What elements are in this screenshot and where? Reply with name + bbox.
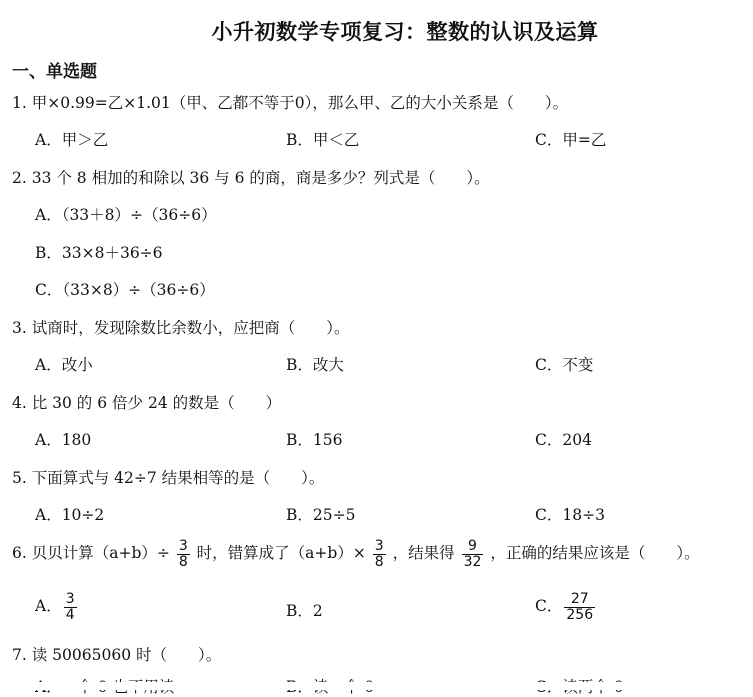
q1-option-a[interactable]: A．甲＞乙 — [35, 131, 109, 149]
page-crop-edge — [0, 682, 753, 690]
question-number: 1. — [12, 94, 27, 112]
q1-option-b[interactable]: B．甲＜乙 — [286, 131, 360, 149]
question-6 — [12, 539, 700, 569]
fraction — [564, 592, 595, 622]
fraction-numerator: 3 — [178, 538, 188, 554]
q3-option-b[interactable]: B．改大 — [286, 356, 344, 374]
q5-option-b[interactable]: B．25÷5 — [286, 506, 356, 524]
q4-option-b[interactable]: B．156 — [286, 431, 343, 449]
q5-option-c[interactable]: C．18÷3 — [535, 506, 605, 524]
option-label: B．2 — [286, 602, 323, 620]
question-number: 4. — [12, 394, 27, 412]
question-number: 7. — [12, 646, 27, 664]
question-text-part: 时，错算成了（a+b）× — [196, 544, 366, 563]
fraction-numerator: 3 — [65, 591, 75, 607]
question-text: 甲×0.99=乙×1.01（甲、乙都不等于0），那么甲、乙的大小关系是（ ）。 — [31, 94, 569, 112]
option-label: C． — [535, 597, 563, 616]
q1-option-c[interactable]: C．甲=乙 — [535, 131, 607, 149]
q6-option-b[interactable] — [286, 599, 323, 621]
question-7 — [12, 643, 221, 665]
fraction-denominator: 256 — [566, 606, 594, 623]
q2-option-b[interactable]: B．33×8＋36÷6 — [35, 244, 163, 262]
q5-option-a[interactable]: A．10÷2 — [35, 506, 105, 524]
q6-option-a[interactable] — [35, 592, 79, 622]
option-label: A． — [35, 597, 62, 616]
fraction-numerator: 27 — [564, 592, 595, 608]
q4-option-c[interactable]: C．204 — [535, 431, 592, 449]
question-5 — [12, 466, 324, 488]
fraction-denominator: 8 — [178, 553, 188, 570]
page-title: 小升初数学专项复习：整数的认识及运算 — [211, 20, 599, 44]
q3-option-a[interactable]: A．改小 — [35, 356, 93, 374]
question-1 — [12, 91, 568, 113]
question-text-part: ，结果得 — [392, 544, 455, 563]
q6-option-c[interactable] — [535, 592, 597, 622]
question-4 — [12, 391, 281, 413]
fraction-numerator: 3 — [374, 538, 384, 554]
question-number: 5. — [12, 469, 27, 487]
question-text-part: ，正确的结果应该是（ ）。 — [490, 544, 700, 563]
question-number: 2. — [12, 169, 27, 187]
question-number: 3. — [12, 319, 27, 337]
question-text: 33 个 8 相加的和除以 36 与 6 的商，商是多少？列式是（ ）。 — [31, 169, 490, 187]
fraction — [462, 539, 484, 569]
q2-option-c[interactable]: C．（33×8）÷（36÷6） — [35, 281, 215, 299]
question-text: 比 30 的 6 倍少 24 的数是（ ） — [31, 394, 282, 412]
question-text: 试商时，发现除数比余数小，应把商（ ）。 — [31, 319, 350, 337]
fraction-numerator: 9 — [462, 539, 484, 555]
fraction — [373, 539, 386, 569]
q3-option-c[interactable]: C．不变 — [535, 356, 594, 374]
fraction-denominator: 4 — [65, 606, 75, 623]
question-text-part: 贝贝计算（a+b）÷ — [31, 544, 170, 563]
question-text: 下面算式与 42÷7 结果相等的是（ ）。 — [31, 469, 325, 487]
fraction-denominator: 8 — [374, 553, 384, 570]
section-heading: 一、单选题 — [12, 62, 97, 82]
fraction — [177, 539, 190, 569]
question-2 — [12, 166, 490, 188]
fraction — [64, 592, 77, 622]
q4-option-a[interactable]: A．180 — [35, 431, 92, 449]
q2-option-a[interactable]: A．（33＋8）÷（36÷6） — [35, 206, 217, 224]
question-3 — [12, 316, 350, 338]
question-text: 读 50065060 时（ ）。 — [31, 646, 222, 664]
fraction-denominator: 32 — [463, 553, 482, 570]
question-number: 6. — [12, 544, 27, 563]
